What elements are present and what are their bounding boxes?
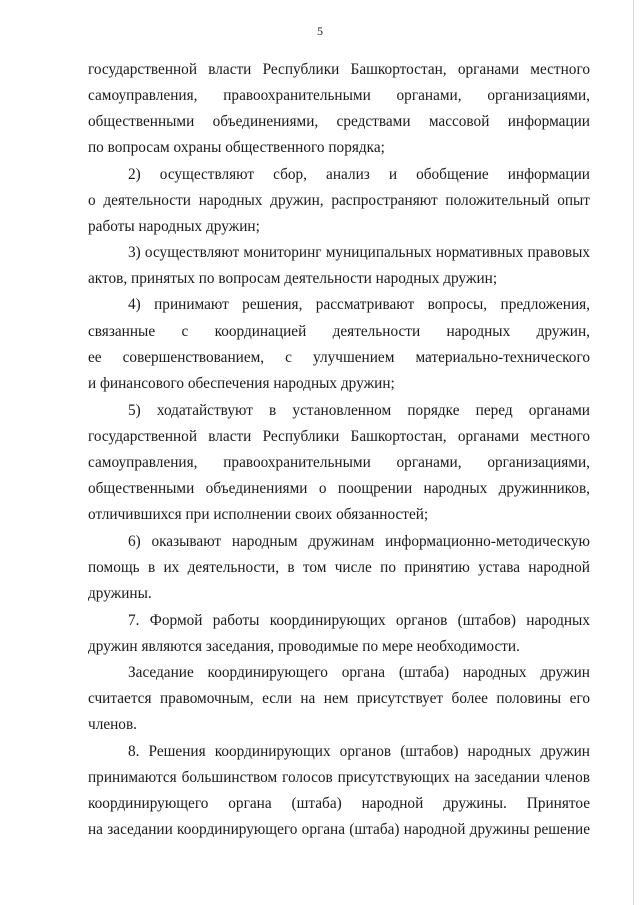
text-line: государственной власти Республики Башкортостан, органами местного <box>88 428 590 445</box>
text-line: считается правомочным, если на нем присутствует более половины его <box>88 690 590 707</box>
text-line: 8. Решения координирующих органов (штабов) народных дружин <box>128 743 590 760</box>
text-line: дружин являются заседания, проводимые по мере необходимости. <box>88 638 520 655</box>
text-line: Заседание координирующего органа (штаба) народных дружин <box>128 664 590 681</box>
text-line: актов, принятых по вопросам деятельности народных дружин; <box>88 270 498 287</box>
text-line: принимаются большинством голосов присутствующих на заседании членов <box>88 769 590 786</box>
text-line: работы народных дружин; <box>88 218 260 235</box>
text-line: государственной власти Республики Башкортостан, органами местного <box>88 61 590 78</box>
text-line: 7. Формой работы координирующих органов (штабов) народных <box>128 612 590 629</box>
text-line: о деятельности народных дружин, распространяют положительный опыт <box>88 192 590 209</box>
text-line: самоуправления, правоохранительными органами, организациями, <box>88 87 590 104</box>
text-line: помощь в их деятельности, в том числе по принятию устава народной <box>88 559 590 576</box>
text-line: ее совершенствованием, с улучшением материально-технического <box>88 349 590 366</box>
text-line: членов. <box>88 716 137 733</box>
text-line: и финансового обеспечения народных дружин; <box>88 375 395 392</box>
text-line: связанные с координацией деятельности народных дружин, <box>88 323 590 340</box>
page-number: 5 <box>317 24 323 38</box>
text-line: координирующего органа (штаба) народной дружины. Принятое <box>88 795 590 812</box>
text-line: 4) принимают решения, рассматривают вопросы, предложения, <box>128 296 590 313</box>
text-line: по вопросам охраны общественного порядка; <box>88 139 385 156</box>
text-line: на заседании координирующего органа (штаба) народной дружины решение <box>88 821 590 838</box>
text-line: 3) осуществляют мониторинг муниципальных нормативных правовых <box>128 244 590 261</box>
text-line: отличившихся при исполнении своих обязанностей; <box>88 506 429 523</box>
text-line: общественными объединениями, средствами массовой информации <box>88 113 590 130</box>
text-line: 6) оказывают народным дружинам информационно-методическую <box>128 533 590 550</box>
text-line: 2) осуществляют сбор, анализ и обобщение информации <box>128 166 590 183</box>
text-line: общественными объединениями о поощрении народных дружинников, <box>88 480 590 497</box>
text-line: дружины. <box>88 585 152 602</box>
text-line: 5) ходатайствуют в установленном порядке перед органами <box>128 402 590 419</box>
page-edge <box>633 0 634 905</box>
text-line: самоуправления, правоохранительными органами, организациями, <box>88 454 590 471</box>
